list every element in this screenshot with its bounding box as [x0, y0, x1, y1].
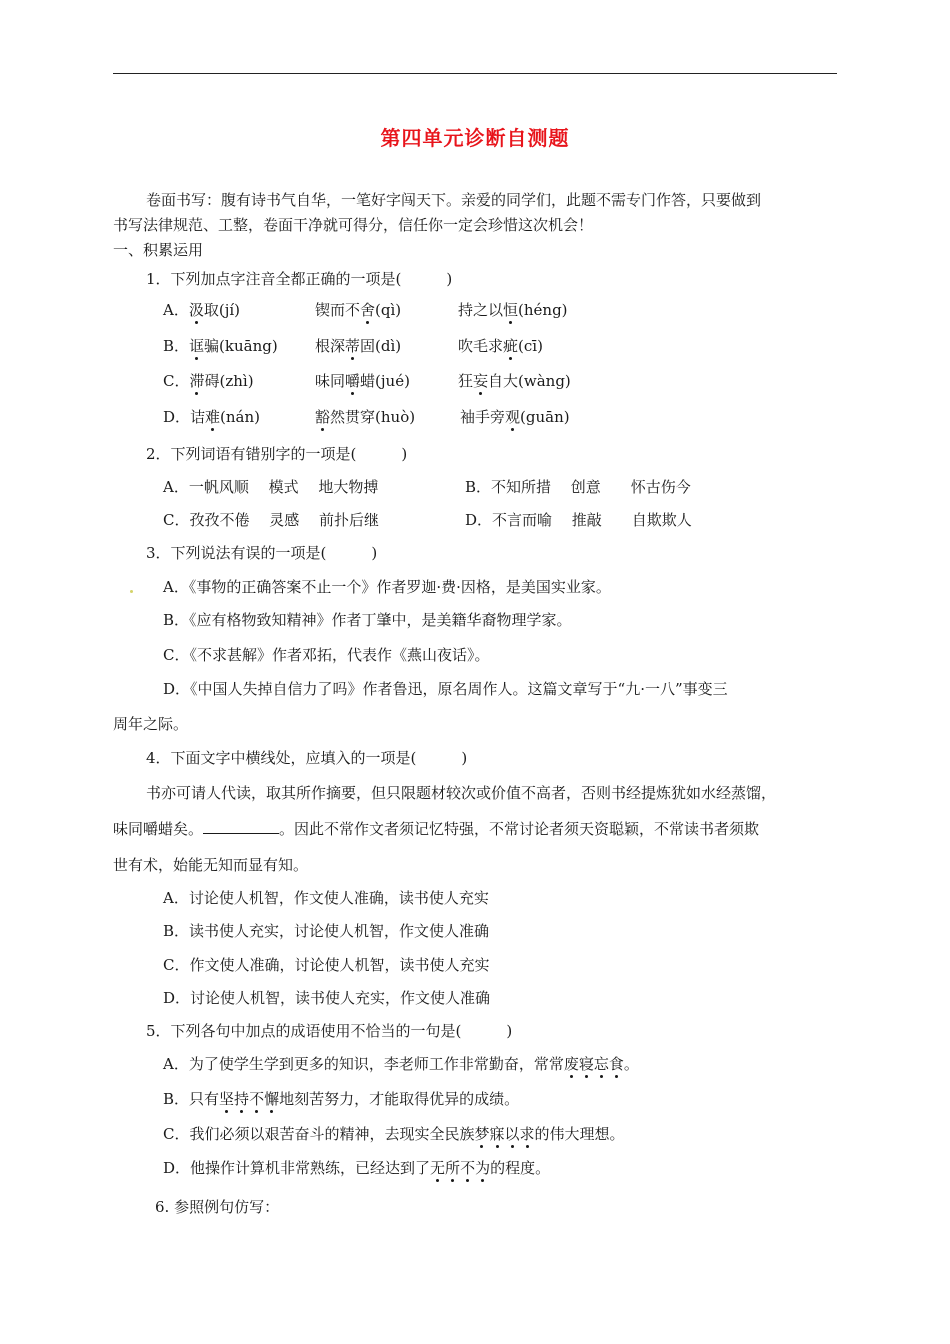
page-title: 第四单元诊断自测题 — [380, 126, 570, 150]
question-6-stem: 6. 参照例句仿写： — [155, 1198, 280, 1216]
section-heading: 一、积累运用 — [113, 241, 204, 259]
q1-option-c-word1: C．滞碍(zhì) — [163, 372, 254, 390]
q1-option-a-word2: 锲而不舍(qì) — [315, 301, 402, 319]
question-5-stem: 5．下列各句中加点的成语使用不恰当的一句是( ) — [146, 1022, 513, 1040]
q4-passage-line-2: 味同嚼蜡矣。 。因此不常作文者须记忆特强，不常讨论者须天资聪颖，不常读书者须欺 — [113, 820, 760, 838]
q1-option-d-word2: 豁然贯穿(huò) — [315, 408, 416, 426]
question-1-stem: 1．下列加点字注音全都正确的一项是( ) — [146, 270, 453, 288]
stray-mark — [130, 590, 133, 593]
q2-option-d: D．不言而喻 推敲 自欺欺人 — [465, 511, 692, 529]
q1-option-d-word3: 袖手旁观(guān) — [460, 408, 570, 426]
q1-option-b-word1: B．诓骗(kuāng) — [163, 337, 278, 355]
q3-option-d-cont: 周年之际。 — [113, 715, 189, 733]
q1-option-c-word3: 狂妄自大(wàng) — [458, 372, 571, 390]
intro-line-1: 卷面书写：腹有诗书气自华，一笔好字闯天下。亲爱的同学们，此题不需专门作答，只要做到 — [146, 191, 762, 209]
q4-option-b: B．读书使人充实，讨论使人机智，作文使人准确 — [163, 922, 490, 940]
q4-passage-line-1: 书亦可请人代读，取其所作摘要，但只限题材较次或价值不高者，否则书经提炼犹如水经蒸馏， — [146, 784, 777, 802]
q5-option-c: C．我们必须以艰苦奋斗的精神，去现实全民族梦寐以求的伟大理想。 — [163, 1125, 625, 1143]
q2-option-a: A．一帆风顺 模式 地大物搏 — [163, 478, 379, 496]
q1-option-a-word3: 持之以恒(héng) — [458, 301, 568, 319]
question-4-stem: 4．下面文字中横线处，应填入的一项是( ) — [146, 749, 468, 767]
q5-option-a: A．为了使学生学到更多的知识，李老师工作非常勤奋，常常废寝忘食。 — [163, 1055, 639, 1073]
question-3-stem: 3．下列说法有误的一项是( ) — [146, 544, 378, 562]
q3-option-d: D．《中国人失掉自信力了吗》作者鲁迅，原名周作人。这篇文章写于“九·一八”事变三 — [163, 680, 728, 698]
answer-blank[interactable] — [203, 819, 279, 834]
q2-option-c: C．孜孜不倦 灵感 前扑后继 — [163, 511, 380, 529]
q4-passage-line-3: 世有术，始能无知而显有知。 — [113, 856, 309, 874]
q1-option-d-word1: D．诘难(nán) — [163, 408, 261, 426]
q3-option-c: C．《不求甚解》作者邓拓，代表作《燕山夜话》。 — [163, 646, 490, 664]
q1-option-b-word3: 吹毛求疵(cī) — [458, 337, 543, 355]
q3-option-a: A．《事物的正确答案不止一个》作者罗迦·费·因格，是美国实业家。 — [163, 578, 611, 596]
q1-option-a-word1: A．汲取(jí) — [163, 301, 241, 319]
intro-line-2: 书写法律规范、工整，卷面干净就可得分，信任你一定会珍惜这次机会！ — [113, 216, 594, 234]
question-2-stem: 2．下列词语有错别字的一项是( ) — [146, 445, 408, 463]
q4-option-d: D．讨论使人机智，读书使人充实，作文使人准确 — [163, 989, 491, 1007]
q4-option-c: C．作文使人准确，讨论使人机智，读书使人充实 — [163, 956, 490, 974]
q4-option-a: A．讨论使人机智，作文使人准确，读书使人充实 — [163, 889, 489, 907]
q1-option-b-word2: 根深蒂固(dì) — [315, 337, 402, 355]
q1-option-c-word2: 味同嚼蜡(jué) — [315, 372, 410, 390]
q3-option-b: B．《应有格物致知精神》作者丁肇中，是美籍华裔物理学家。 — [163, 611, 572, 629]
q5-option-d: D．他操作计算机非常熟练，已经达到了无所不为的程度。 — [163, 1159, 551, 1177]
header-rule — [113, 73, 837, 74]
q5-option-b: B．只有坚持不懈地刻苦努力，才能取得优异的成绩。 — [163, 1090, 520, 1108]
q2-option-b: B．不知所措 创意 怀古伤今 — [465, 478, 691, 496]
